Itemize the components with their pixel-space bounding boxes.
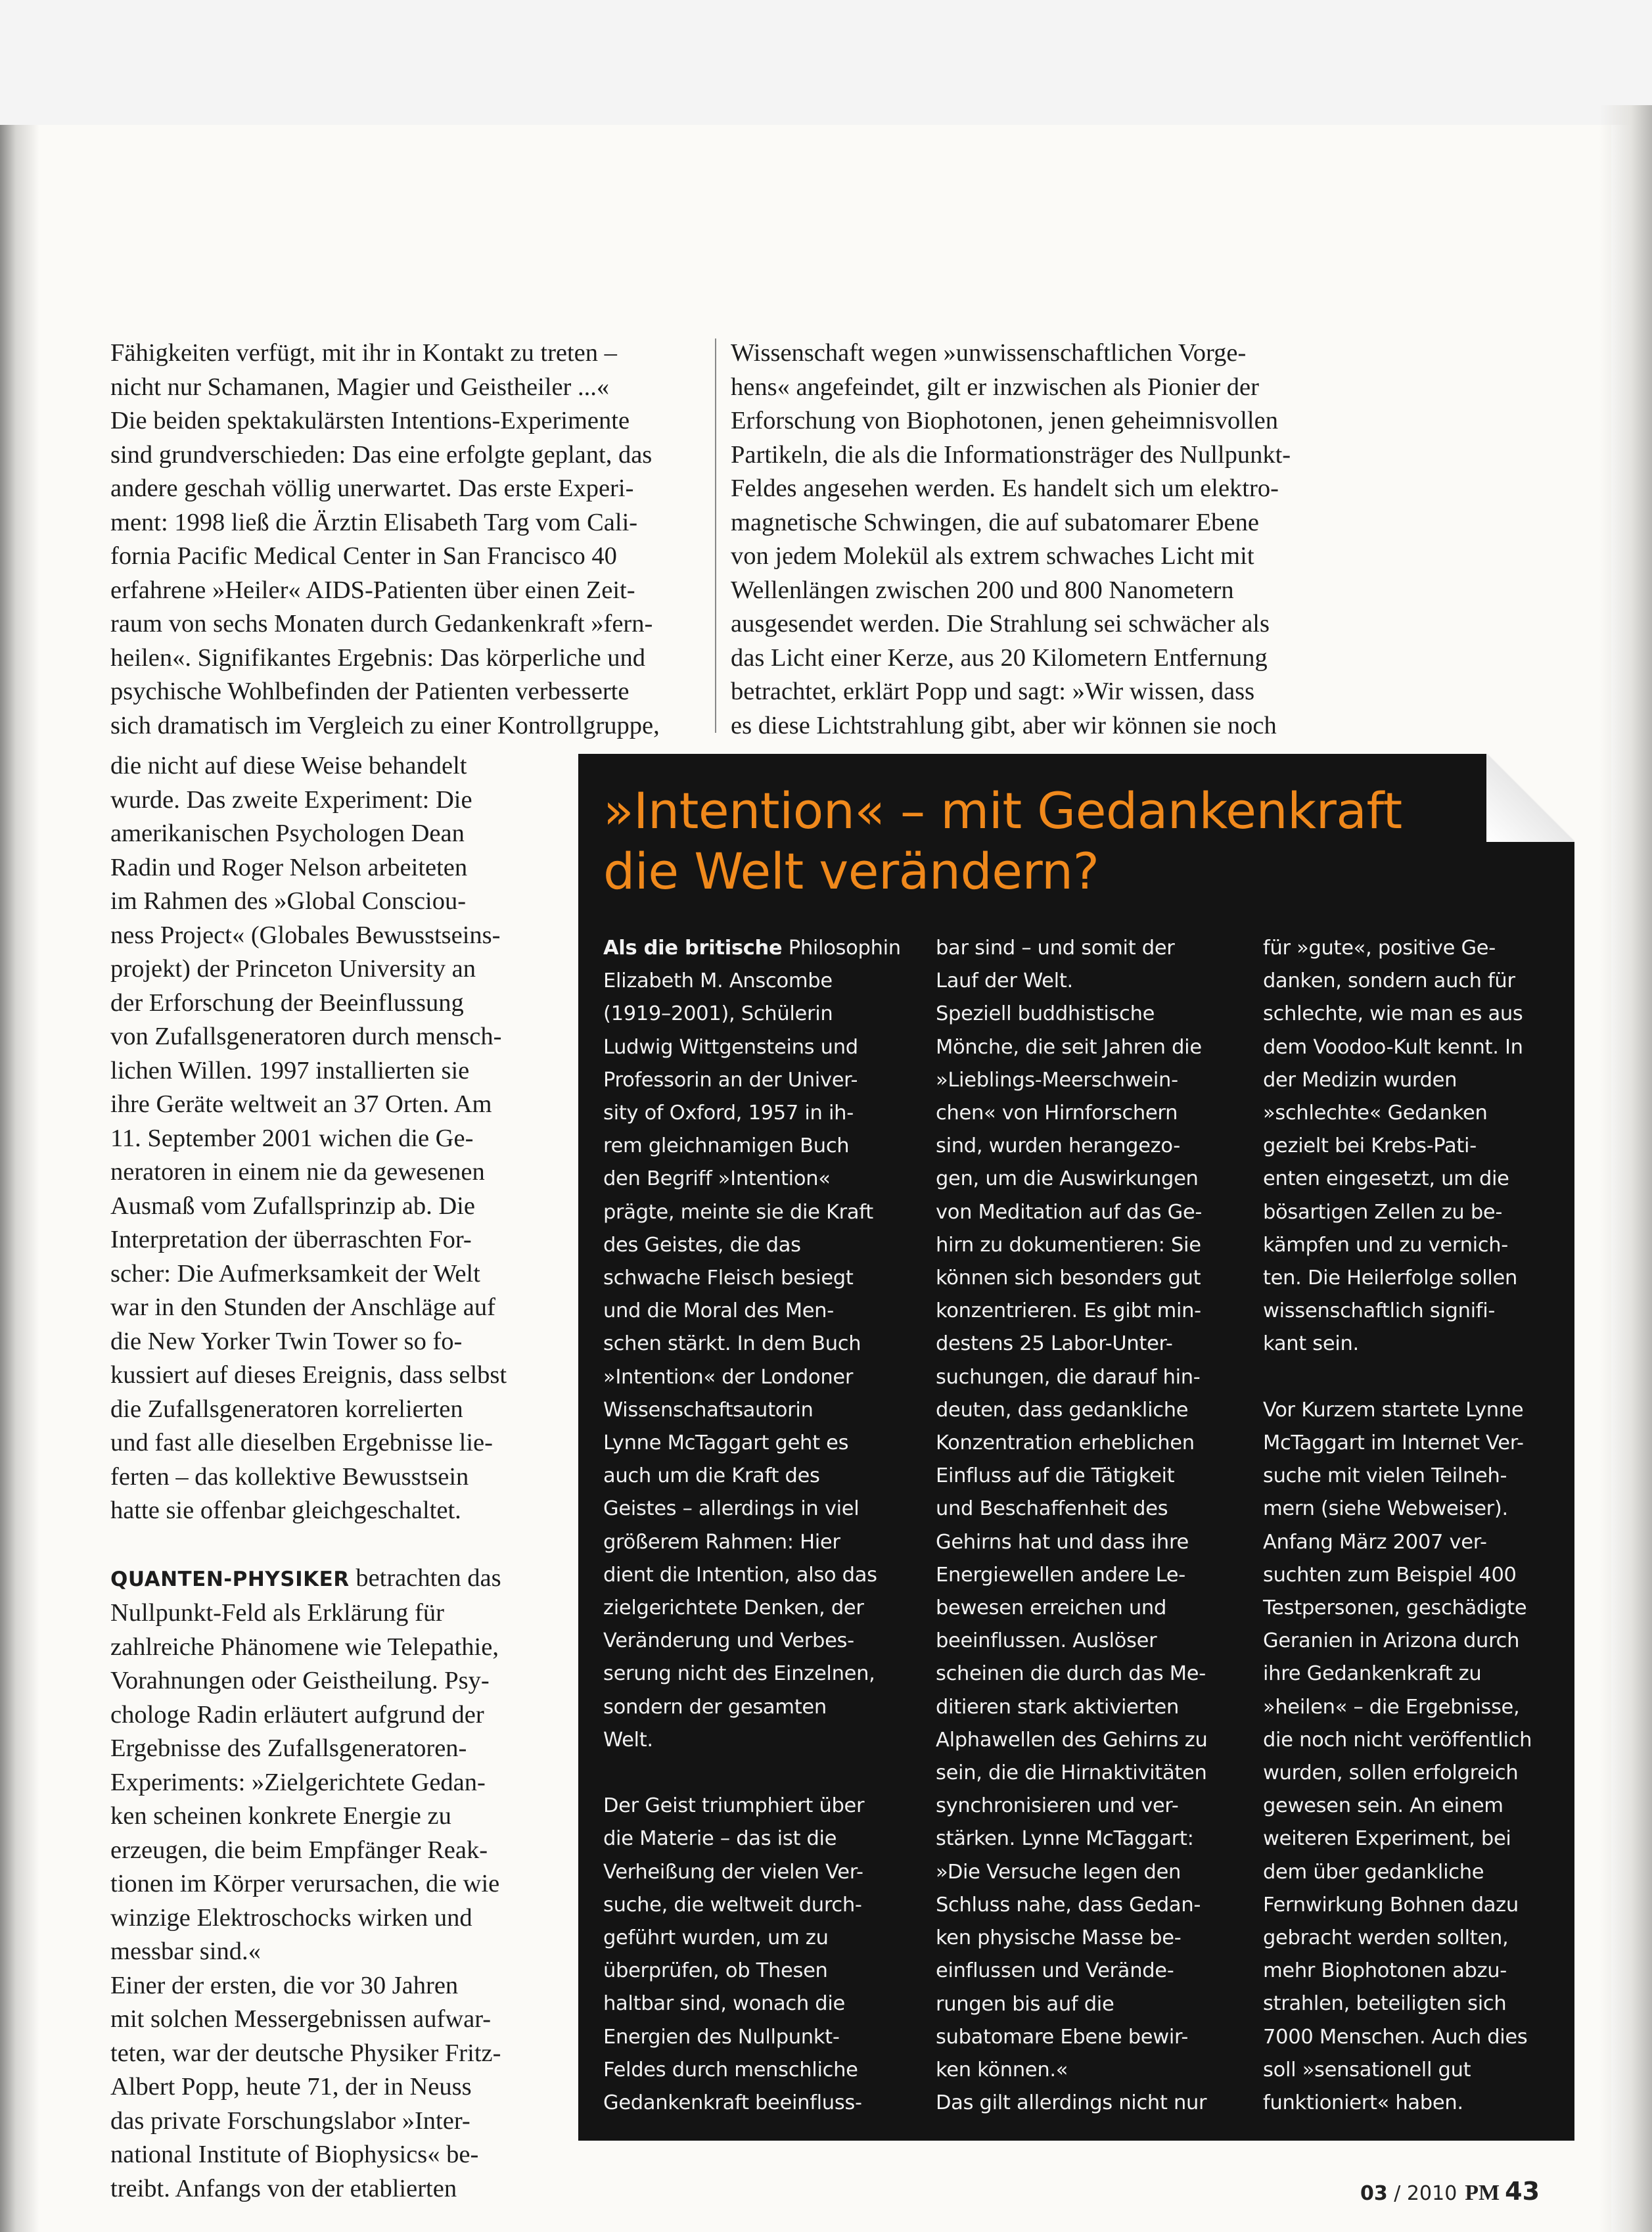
text-line: Albert Popp, heute 71, der in Neuss — [110, 2073, 472, 2101]
box-col3-a — [1263, 932, 1559, 1361]
text-line: ihre Geräte weltweit an 37 Orten. Am — [110, 1090, 492, 1118]
text-line: Lynne McTaggart geht es — [603, 1431, 849, 1455]
text-line: für »gute«, positive Ge- — [1263, 937, 1496, 960]
text-line: deuten, dass gedankliche — [936, 1398, 1189, 1422]
text-line: Veränderung und Verbes- — [603, 1629, 854, 1653]
text-line: Wellenlängen zwischen 200 und 800 Nanometern — [731, 576, 1234, 604]
text-line: »Intention« der Londoner — [603, 1365, 854, 1389]
text-line: Anfang März 2007 ver- — [1263, 1530, 1487, 1554]
text-line: der Erforschung der Beeinflussung — [110, 988, 464, 1017]
folio-year: / 2010 — [1387, 2182, 1457, 2205]
text-line: Konzentration erheblichen — [936, 1431, 1195, 1455]
text-line: ditieren stark aktivierten — [936, 1695, 1179, 1719]
box-title — [603, 781, 1471, 902]
text-line: tionen im Körper verursachen, die wie — [110, 1870, 500, 1897]
text-line: konzentrieren. Es gibt min- — [936, 1299, 1201, 1323]
text-line: funktioniert« haben. — [1263, 2091, 1463, 2115]
text-line: Elizabeth M. Anscombe — [603, 969, 833, 993]
text-line: synchronisieren und ver- — [936, 1794, 1179, 1818]
text-line: mit solchen Messergebnissen aufwar- — [110, 2005, 492, 2033]
text-line: Ludwig Wittgensteins und — [603, 1035, 858, 1059]
text-line: kämpfen und zu vernich- — [1263, 1233, 1508, 1257]
text-line: sich dramatisch im Vergleich zu einer Kontrollgruppe, — [110, 711, 660, 739]
text-line: prägte, meinte sie die Kraft — [603, 1200, 873, 1224]
text-line: national Institute of Biophysics« be- — [110, 2141, 479, 2168]
text-line: zahlreiche Phänomene wie Telepathie, — [110, 1633, 499, 1661]
box-col3-b — [1263, 1394, 1559, 2120]
text-line: messbar sind.« — [110, 1938, 261, 1965]
text-line: gen, um die Auswirkungen — [936, 1167, 1199, 1191]
text-line: strahlen, beteiligten sich — [1263, 1992, 1507, 2016]
text-line: Vor Kurzem startete Lynne — [1263, 1398, 1524, 1422]
text-line: Alphawellen des Gehirns zu — [936, 1728, 1208, 1752]
text-line: Geistes – allerdings in viel — [603, 1497, 860, 1521]
text-line: suchten zum Beispiel 400 — [1263, 1563, 1517, 1587]
text-line: dem über gedankliche — [1263, 1860, 1484, 1884]
text-line: einflussen und Verände- — [936, 1959, 1174, 1983]
box-column-1 — [603, 932, 901, 2120]
text-line: (1919–2001), Schülerin — [603, 1002, 833, 1026]
text-line: auch um die Kraft des — [603, 1464, 820, 1488]
text-line: »Lieblings-Meerschwein- — [936, 1068, 1178, 1092]
text-line: subatomare Ebene bewir- — [936, 2025, 1189, 2049]
text-line: Mönche, die seit Jahren die — [936, 1035, 1202, 1059]
box-column-2 — [936, 932, 1218, 2120]
text-line: Nullpunkt-Feld als Erklärung für — [110, 1599, 444, 1627]
text-line: projekt) der Princeton University an — [110, 955, 476, 983]
box-col1-first-line — [603, 932, 901, 965]
page-gutter-shadow — [0, 125, 39, 2232]
page-edge-shadow — [1599, 105, 1652, 2232]
paragraph-gap — [1263, 1361, 1559, 1394]
text-line: erzeugen, die beim Empfänger Reak- — [110, 1836, 488, 1864]
text-line: dem Voodoo-Kult kennt. In — [1263, 1035, 1523, 1059]
text-line: im Rahmen des »Global Consciou- — [110, 887, 467, 915]
left-column-top — [110, 337, 715, 743]
box-folded-corner — [1486, 754, 1574, 842]
box-col1-first-rest: Philosophin — [782, 937, 901, 960]
text-line: ausgesendet werden. Die Strahlung sei schwächer als — [731, 610, 1270, 638]
text-line: neratoren in einem nie da gewesenen — [110, 1158, 485, 1186]
text-line: Wissenschaft wegen »unwissenschaftlichen Vorge- — [731, 339, 1247, 367]
text-line: ken physische Masse be- — [936, 1926, 1182, 1950]
text-line: Lauf der Welt. — [936, 969, 1073, 993]
text-line: Radin und Roger Nelson arbeiteten — [110, 853, 468, 881]
text-line: es diese Lichtstrahlung gibt, aber wir können sie noch — [731, 711, 1277, 739]
text-line: mern (siehe Webweiser). — [1263, 1497, 1508, 1521]
text-line: zielgerichtete Denken, der — [603, 1596, 864, 1620]
text-line: kant sein. — [1263, 1332, 1359, 1356]
text-line: Interpretation der überraschten For- — [110, 1226, 472, 1253]
text-line: winzige Elektroschocks wirken und — [110, 1903, 472, 1932]
text-line: war in den Stunden der Anschläge auf — [110, 1293, 495, 1321]
text-line: Wissenschaftsautorin — [603, 1398, 814, 1422]
text-line: wurden, sollen erfolgreich — [1263, 1761, 1519, 1785]
text-line: andere geschah völlig unerwartet. Das erste Experi- — [110, 475, 634, 502]
quanten-paragraph-first-line — [110, 1562, 557, 1597]
text-line: treibt. Anfangs von der etablierten — [110, 2174, 457, 2202]
text-line: Erforschung von Biophotonen, jenen geheimnisvollen — [731, 407, 1278, 434]
text-line: von Zufallsgeneratoren durch mensch- — [110, 1023, 502, 1050]
text-line: rungen bis auf die — [936, 1992, 1114, 2016]
text-line: den Begriff »Intention« — [603, 1167, 831, 1191]
text-line: enten eingesetzt, um die — [1263, 1167, 1509, 1191]
text-line: destens 25 Labor-Unter- — [936, 1332, 1173, 1356]
text-line: amerikanischen Psychologen Dean — [110, 820, 465, 847]
text-line: Fernwirkung Bohnen dazu — [1263, 1893, 1519, 1917]
text-line: des Geistes, die das — [603, 1233, 801, 1257]
text-line: hens« angefeindet, gilt er inzwischen als Pionier der — [731, 373, 1259, 401]
quanten-lead: QUANTEN-PHYSIKER — [110, 1567, 350, 1591]
left-column-bottom — [110, 749, 557, 2206]
page-number: 43 — [1505, 2177, 1540, 2206]
text-line: raum von sechs Monaten durch Gedankenkraft »fern- — [110, 610, 653, 638]
text-line: haltbar sind, wonach die — [603, 1992, 846, 2016]
background-above-page — [0, 0, 1652, 125]
text-line: Partikeln, die als die Informationsträger des Nullpunkt- — [731, 440, 1291, 469]
text-line: rem gleichnamigen Buch — [603, 1134, 850, 1158]
text-line: ferten – das kollektive Bewusstsein — [110, 1462, 469, 1491]
box-col1-a — [603, 965, 892, 1757]
text-line: schlechte, wie man es aus — [1263, 1002, 1523, 1026]
text-line: suche, die weltweit durch- — [603, 1893, 862, 1917]
text-line: ken können.« — [936, 2058, 1068, 2081]
text-line: ihre Gedankenkraft zu — [1263, 1662, 1482, 1686]
text-line: Einer der ersten, die vor 30 Jahren — [110, 1971, 459, 1999]
column-divider — [715, 338, 716, 733]
text-line: Speziell buddhistische — [936, 1002, 1155, 1026]
text-line: überprüfen, ob Thesen — [603, 1959, 828, 1983]
text-line: heilen«. Signifikantes Ergebnis: Das körperliche und — [110, 643, 646, 672]
text-line: Gehirns hat und dass ihre — [936, 1530, 1189, 1554]
text-line: wissenschaftlich signifi- — [1263, 1299, 1496, 1323]
text-line: suchungen, die darauf hin- — [936, 1365, 1201, 1389]
right-column-top — [731, 337, 1316, 743]
text-line: danken, sondern auch für — [1263, 969, 1515, 993]
folio-issue: 03 — [1360, 2182, 1388, 2205]
text-line: von Meditation auf das Ge- — [936, 1200, 1203, 1224]
text-line: ment: 1998 ließ die Ärztin Elisabeth Targ vom Cali- — [110, 508, 638, 536]
text-line: größerem Rahmen: Hier — [603, 1530, 840, 1554]
paragraph-gap — [603, 1757, 892, 1790]
text-line: suche mit vielen Teilneh- — [1263, 1464, 1507, 1488]
text-line: Die beiden spektakulärsten Intentions-Experimente — [110, 407, 630, 434]
text-line: stärken. Lynne McTaggart: — [936, 1827, 1194, 1851]
text-line: dient die Intention, also das — [603, 1563, 877, 1587]
magazine-logo: PM — [1465, 2181, 1500, 2205]
text-line: betrachtet, erklärt Popp und sagt: »Wir wissen, dass — [731, 678, 1255, 705]
text-line: geführt wurden, um zu — [603, 1926, 829, 1950]
text-line: sondern der gesamten — [603, 1695, 827, 1719]
quanten-first-rest: betrachten das — [349, 1564, 501, 1592]
text-line: sity of Oxford, 1957 in ih- — [603, 1102, 854, 1125]
text-line: Energien des Nullpunkt- — [603, 2025, 840, 2049]
text-line: bewesen erreichen und — [936, 1596, 1167, 1620]
text-line: Einfluss auf die Tätigkeit — [936, 1464, 1175, 1488]
text-line: schen stärkt. In dem Buch — [603, 1332, 861, 1356]
text-line: lichen Willen. 1997 installierten sie — [110, 1056, 470, 1084]
text-line: chologe Radin erläutert aufgrund der — [110, 1700, 484, 1729]
text-line: 7000 Menschen. Auch dies — [1263, 2025, 1528, 2049]
text-line: Fähigkeiten verfügt, mit ihr in Kontakt zu treten – — [110, 339, 617, 367]
box-title-line: die Welt verändern? — [603, 842, 1099, 900]
text-line: Ausmaß vom Zufallsprinzip ab. Die — [110, 1192, 475, 1220]
text-line: soll »sensationell gut — [1263, 2058, 1471, 2081]
box-col1-lead: Als die britische — [603, 937, 783, 960]
text-line: Gedankenkraft beeinfluss- — [603, 2091, 862, 2115]
text-line: Schluss nahe, dass Gedan- — [936, 1893, 1201, 1917]
box-col1-b — [603, 1790, 892, 2120]
text-line: ness Project« (Globales Bewusstseins- — [110, 921, 501, 949]
text-line: hatte sie offenbar gleichgeschaltet. — [110, 1497, 461, 1524]
text-line: Geranien in Arizona durch — [1263, 1629, 1520, 1653]
text-line: Das gilt allerdings nicht nur — [936, 2091, 1207, 2115]
text-line: Vorahnungen oder Geistheilung. Psy- — [110, 1667, 490, 1694]
text-line: die nicht auf diese Weise behandelt — [110, 752, 467, 779]
text-line: Energiewellen andere Le- — [936, 1563, 1185, 1587]
box-column-3 — [1263, 932, 1559, 2120]
text-line: und Beschaffenheit des — [936, 1497, 1168, 1521]
text-line: gebracht werden sollten, — [1263, 1926, 1509, 1950]
text-line: Der Geist triumphiert über — [603, 1794, 865, 1818]
text-line: bösartigen Zellen zu be- — [1263, 1200, 1503, 1224]
text-line: kussiert auf dieses Ereignis, dass selbst — [110, 1361, 507, 1389]
text-line: psychische Wohlbefinden der Patienten verbesserte — [110, 678, 630, 705]
box-title-line: »Intention« – mit Gedankenkraft — [603, 781, 1402, 840]
text-line: serung nicht des Einzelnen, — [603, 1662, 875, 1686]
text-line: die Zufallsgeneratoren korrelierten — [110, 1395, 463, 1423]
text-line: erfahrene »Heiler« AIDS-Patienten über einen Zeit- — [110, 576, 635, 604]
text-line: von jedem Molekül als extrem schwaches Licht mit — [731, 542, 1254, 570]
text-line: bar sind – und somit der — [936, 937, 1175, 960]
text-line: »Die Versuche legen den — [936, 1860, 1182, 1884]
text-line: sind, wurden herangezo- — [936, 1134, 1180, 1158]
text-line: mehr Biophotonen abzu- — [1263, 1959, 1507, 1983]
left-column-continuation — [110, 749, 557, 1528]
text-line: schwache Fleisch besiegt — [603, 1267, 854, 1290]
text-line: »heilen« – die Ergebnisse, — [1263, 1695, 1520, 1719]
text-line: nicht nur Schamanen, Magier und Geistheiler ...« — [110, 373, 610, 401]
text-line: wurde. Das zweite Experiment: Die — [110, 785, 472, 814]
text-line: »schlechte« Gedanken — [1263, 1102, 1488, 1125]
text-line: Feldes durch menschliche — [603, 2058, 858, 2081]
text-line: die Materie – das ist die — [603, 1827, 837, 1851]
text-line: teten, war der deutsche Physiker Fritz- — [110, 2039, 501, 2067]
text-line: ken scheinen konkrete Energie zu — [110, 1802, 451, 1830]
text-line: magnetische Schwingen, die auf subatomarer Ebene — [731, 508, 1259, 536]
text-line: Ergebnisse des Zufallsgeneratoren- — [110, 1734, 467, 1762]
text-line: McTaggart im Internet Ver- — [1263, 1431, 1524, 1455]
text-line: das Licht einer Kerze, aus 20 Kilometern Entfernung — [731, 643, 1268, 672]
text-line: Welt. — [603, 1728, 653, 1752]
text-line: ten. Die Heilerfolge sollen — [1263, 1267, 1518, 1290]
text-line: das private Forschungslabor »Inter- — [110, 2106, 470, 2135]
text-line: Experiments: »Zielgerichtete Gedan- — [110, 1768, 486, 1796]
text-line: und fast alle dieselben Ergebnisse lie- — [110, 1429, 493, 1456]
text-line: sein, die die Hirnaktivitäten — [936, 1761, 1207, 1785]
text-line: die New Yorker Twin Tower so fo- — [110, 1327, 463, 1355]
text-line: gezielt bei Krebs-Pati- — [1263, 1134, 1477, 1158]
text-line: Professorin an der Univer- — [603, 1068, 858, 1092]
text-line: Feldes angesehen werden. Es handelt sich um elektro- — [731, 475, 1279, 502]
text-line: gewesen sein. An einem — [1263, 1794, 1503, 1818]
text-line: Testpersonen, geschädigte — [1263, 1596, 1527, 1620]
text-line: sind grundverschieden: Das eine erfolgte geplant, das — [110, 440, 653, 469]
text-line: chen« von Hirnforschern — [936, 1102, 1178, 1125]
text-line: fornia Pacific Medical Center in San Francisco 40 — [110, 542, 617, 570]
text-line: der Medizin wurden — [1263, 1068, 1457, 1092]
text-line: Verheißung der vielen Ver- — [603, 1860, 863, 1884]
text-line: scheinen die durch das Me- — [936, 1662, 1206, 1686]
text-line: die noch nicht veröffentlich — [1263, 1728, 1532, 1752]
quanten-paragraph — [110, 1596, 557, 2206]
text-line: und die Moral des Men- — [603, 1299, 834, 1323]
text-line: scher: Die Aufmerksamkeit der Welt — [110, 1259, 480, 1288]
page-folio — [1360, 2177, 1540, 2206]
text-line: hirn zu dokumentieren: Sie — [936, 1233, 1201, 1257]
text-line: beeinflussen. Auslöser — [936, 1629, 1157, 1653]
text-line: können sich besonders gut — [936, 1267, 1201, 1290]
text-line: weiteren Experiment, bei — [1263, 1827, 1511, 1851]
text-line: 11. September 2001 wichen die Ge- — [110, 1124, 474, 1152]
